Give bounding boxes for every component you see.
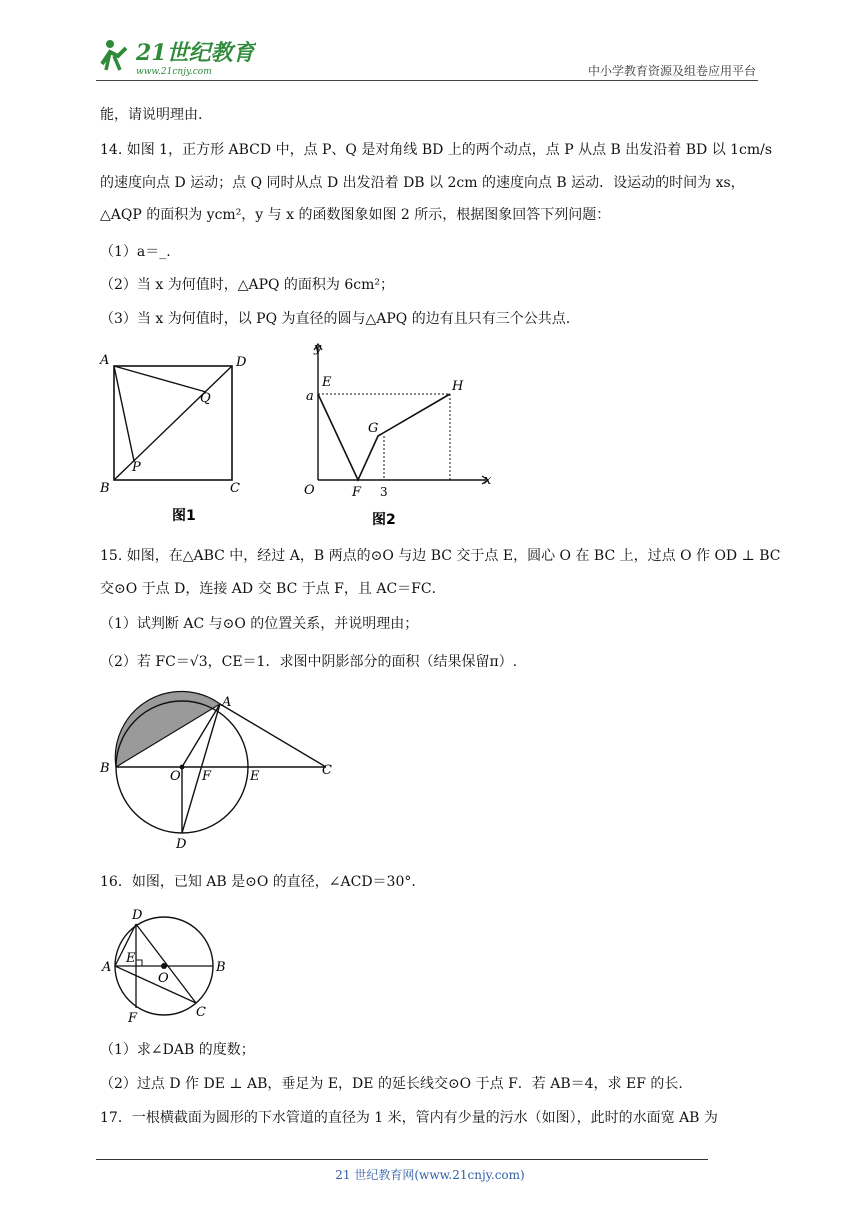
figure-15: [96, 690, 346, 854]
runner-icon: [102, 40, 126, 70]
fig15-label-C: C: [322, 763, 332, 778]
fig16-label-C: C: [196, 1005, 206, 1020]
fig14-label-H: H: [452, 379, 464, 394]
fig14-caption-1: 图1: [172, 508, 196, 524]
fig14-square-diagram: [99, 353, 247, 524]
q16-sub-1: （1）求∠DAB 的度数；: [100, 1042, 255, 1058]
fig14-label-B: B: [100, 481, 110, 496]
fig15-label-D: D: [176, 837, 187, 852]
site-name: 中小学教育资源及组卷应用平台: [587, 64, 756, 78]
fig14-label-G: G: [368, 421, 379, 436]
fig16-label-F: F: [128, 1011, 138, 1024]
fig14-label-a: a: [306, 389, 314, 404]
figure-14: [96, 340, 516, 530]
q14-sub-3: （3）当 x 为何值时，以 PQ 为直径的圆与△APQ 的边有且只有三个公共点.: [100, 311, 571, 327]
fig15-label-A: A: [222, 695, 232, 710]
fig16-label-B: B: [216, 960, 226, 975]
fig14-caption-2: 图2: [372, 512, 396, 528]
q15-line-2: 交⊙O 于点 D，连接 AD 交 BC 于点 F，且 AC＝FC．: [100, 581, 446, 597]
fig14-label-A: A: [100, 353, 110, 368]
fig15-label-E: E: [250, 769, 260, 784]
fig14-label-Q: Q: [200, 391, 211, 406]
q16-sub-2: （2）过点 D 作 DE ⊥ AB，垂足为 E，DE 的延长线交⊙O 于点 F．若 AB＝4，求 EF 的长.: [100, 1076, 683, 1092]
q15-sub-2: （2）若 FC＝√3，CE＝1．求图中阴影部分的面积（结果保留π）.: [100, 654, 518, 670]
q14-sub-2: （2）当 x 为何值时，△APQ 的面积为 6cm²；: [100, 277, 395, 293]
q17-line-1: 17．一根横截面为圆形的下水管道的直径为 1 米，管内有少量的污水（如图），此时的水面宽 AB 为: [100, 1110, 718, 1126]
q14-line-3: △AQP 的面积为 ycm²，y 与 x 的函数图象如图 2 所示，根据图象回答下列问题：: [100, 207, 611, 223]
fig14-label-O: O: [304, 483, 315, 498]
fig14-label-3: 3: [380, 485, 388, 499]
logo-url: www.21cnjy.com: [136, 67, 212, 77]
fig16-label-O: O: [158, 971, 169, 986]
q14-line-2: 的速度向点 D 运动；点 Q 同时从点 D 出发沿着 DB 以 2cm 的速度向点 B 运动．设运动的时间为 xs，: [100, 175, 745, 191]
fig14-label-E: E: [322, 375, 332, 390]
text-line: 能，请说明理由.: [100, 107, 203, 123]
fig14-label-C: C: [230, 481, 240, 496]
fig16-label-A: A: [102, 960, 112, 975]
footer-divider: [96, 1159, 708, 1160]
fig15-label-O: O: [170, 769, 181, 784]
q15-sub-1: （1）试判断 AC 与⊙O 的位置关系，并说明理由；: [100, 616, 419, 632]
fig14-label-x: x: [484, 473, 492, 488]
fig16-label-D: D: [132, 908, 143, 923]
fig14-label-P: P: [132, 460, 141, 475]
fig14-label-y: y: [314, 341, 322, 356]
figure-16: [96, 904, 246, 1024]
fig15-label-F: F: [202, 769, 212, 784]
q14-line-1: 14. 如图 1，正方形 ABCD 中，点 P、Q 是对角线 BD 上的两个动点，点 P 从点 B 出发沿着 BD 以 1cm/s: [100, 142, 773, 158]
fig14-label-D: D: [236, 355, 247, 370]
logo-text: 21世纪教育: [136, 40, 255, 66]
fig15-label-B: B: [100, 761, 110, 776]
header-divider: [96, 80, 758, 81]
site-logo: [96, 34, 256, 80]
fig14-label-F: F: [352, 485, 362, 500]
q16-line-1: 16．如图，已知 AB 是⊙O 的直径，∠ACD＝30°．: [100, 874, 426, 890]
q14-sub-1: （1）a＝_.: [100, 244, 171, 260]
footer-link[interactable]: 21 世纪教育网(www.21cnjy.com): [335, 1168, 525, 1182]
fig14-graph: [304, 341, 492, 528]
fig16-label-E: E: [126, 951, 136, 966]
q15-line-1: 15. 如图，在△ABC 中，经过 A，B 两点的⊙O 与边 BC 交于点 E，圆心 O 在 BC 上，过点 O 作 OD ⊥ BC: [100, 548, 781, 564]
